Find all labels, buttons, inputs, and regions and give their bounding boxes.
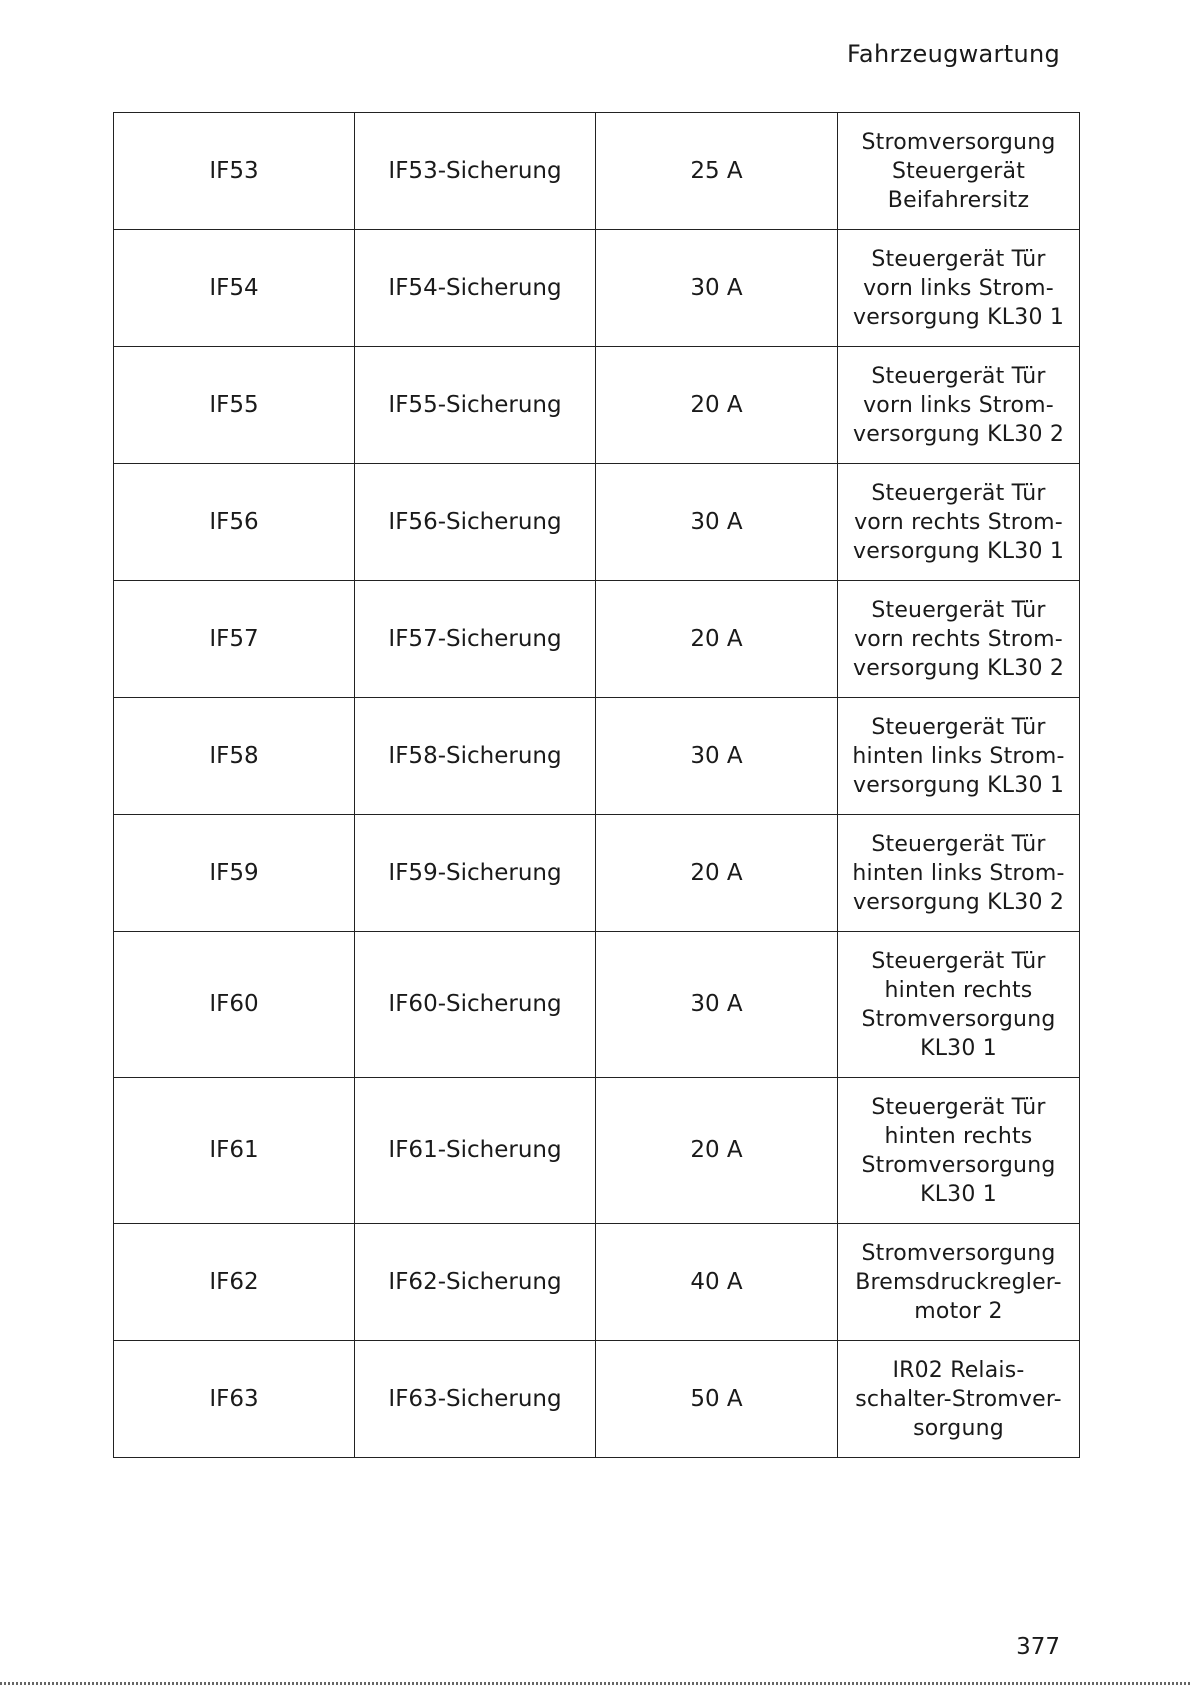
fuse-rating-cell: 20 A xyxy=(596,1078,838,1224)
fuse-description-line: Steuergerät Tür xyxy=(871,480,1046,506)
fuse-name-cell: IF54-Sicherung xyxy=(355,230,596,347)
fuse-id-cell: IF56 xyxy=(114,464,355,581)
fuse-id-cell: IF57 xyxy=(114,581,355,698)
fuse-id-cell: IF63 xyxy=(114,1341,355,1458)
fuse-description-line: Beifahrersitz xyxy=(887,187,1030,213)
fuse-description-line: IR02 Relais- xyxy=(892,1357,1025,1383)
page-number: 377 xyxy=(1016,1634,1060,1660)
fuse-description-line: Steuergerät Tür xyxy=(871,1094,1046,1120)
fuse-id-cell: IF59 xyxy=(114,815,355,932)
fuse-description-line: hinten links Strom- xyxy=(852,743,1065,769)
table-row xyxy=(114,113,1080,230)
fuse-id-cell: IF58 xyxy=(114,698,355,815)
fuse-table-body xyxy=(114,113,1080,1458)
fuse-id-cell: IF61 xyxy=(114,1078,355,1224)
fuse-rating-cell: 25 A xyxy=(596,113,838,230)
fuse-id-cell: IF55 xyxy=(114,347,355,464)
fuse-description-line: Steuergerät Tür xyxy=(871,246,1046,272)
fuse-description-cell xyxy=(838,347,1080,464)
fuse-description-line: Bremsdruckregler- xyxy=(855,1269,1062,1295)
fuse-rating-cell: 40 A xyxy=(596,1224,838,1341)
fuse-id-cell: IF62 xyxy=(114,1224,355,1341)
fuse-description-line: versorgung KL30 2 xyxy=(852,421,1065,447)
fuse-name-cell: IF63-Sicherung xyxy=(355,1341,596,1458)
fuse-description-line: vorn links Strom- xyxy=(863,275,1054,301)
fuse-description-line: schalter-Stromver- xyxy=(855,1386,1062,1412)
fuse-description-cell xyxy=(838,932,1080,1078)
table-row xyxy=(114,1341,1080,1458)
fuse-rating-cell: 30 A xyxy=(596,464,838,581)
fuse-id-cell: IF54 xyxy=(114,230,355,347)
fuse-description-line: versorgung KL30 1 xyxy=(852,538,1065,564)
fuse-description-line: Stromversorgung xyxy=(861,1152,1056,1178)
fuse-description-line: Stromversorgung xyxy=(861,1006,1056,1032)
fuse-name-cell: IF56-Sicherung xyxy=(355,464,596,581)
fuse-description-line: versorgung KL30 1 xyxy=(852,772,1065,798)
fuse-id-cell: IF53 xyxy=(114,113,355,230)
table-row xyxy=(114,347,1080,464)
section-title: Fahrzeugwartung xyxy=(847,40,1060,68)
fuse-table xyxy=(113,112,1080,1458)
fuse-description-line: vorn links Strom- xyxy=(863,392,1054,418)
fuse-name-cell: IF53-Sicherung xyxy=(355,113,596,230)
fuse-description-cell xyxy=(838,1078,1080,1224)
fuse-description-line: Steuergerät Tür xyxy=(871,948,1046,974)
fuse-rating-cell: 30 A xyxy=(596,932,838,1078)
fuse-rating-cell: 20 A xyxy=(596,347,838,464)
fuse-description-line: Steuergerät Tür xyxy=(871,363,1046,389)
fuse-description-cell xyxy=(838,230,1080,347)
fuse-description-line: KL30 1 xyxy=(920,1035,997,1061)
fuse-name-cell: IF60-Sicherung xyxy=(355,932,596,1078)
fuse-description-line: KL30 1 xyxy=(920,1181,997,1207)
fuse-description-cell xyxy=(838,1341,1080,1458)
fuse-description-line: Steuergerät Tür xyxy=(871,714,1046,740)
fuse-rating-cell: 20 A xyxy=(596,581,838,698)
fuse-description-line: Steuergerät Tür xyxy=(871,831,1046,857)
fuse-name-cell: IF55-Sicherung xyxy=(355,347,596,464)
fuse-rating-cell: 50 A xyxy=(596,1341,838,1458)
fuse-rating-cell: 20 A xyxy=(596,815,838,932)
table-row xyxy=(114,815,1080,932)
fuse-description-cell xyxy=(838,1224,1080,1341)
fuse-id-cell: IF60 xyxy=(114,932,355,1078)
table-row xyxy=(114,230,1080,347)
table-row xyxy=(114,581,1080,698)
fuse-description-cell xyxy=(838,698,1080,815)
table-row xyxy=(114,464,1080,581)
fuse-name-cell: IF59-Sicherung xyxy=(355,815,596,932)
fuse-description-line: hinten links Strom- xyxy=(852,860,1065,886)
fuse-description-line: hinten rechts xyxy=(884,977,1033,1003)
fuse-description-line: Steuergerät xyxy=(891,158,1026,184)
fuse-rating-cell: 30 A xyxy=(596,230,838,347)
fuse-description-line: Stromversorgung xyxy=(861,129,1056,155)
fuse-description-line: vorn rechts Strom- xyxy=(854,509,1063,535)
fuse-description-line: motor 2 xyxy=(914,1298,1003,1324)
table-row xyxy=(114,932,1080,1078)
table-row xyxy=(114,698,1080,815)
fuse-name-cell: IF58-Sicherung xyxy=(355,698,596,815)
fuse-name-cell: IF62-Sicherung xyxy=(355,1224,596,1341)
fuse-description-line: hinten rechts xyxy=(884,1123,1033,1149)
table-row xyxy=(114,1224,1080,1341)
fuse-description-line: Steuergerät Tür xyxy=(871,597,1046,623)
fuse-description-cell xyxy=(838,464,1080,581)
fuse-description-cell xyxy=(838,815,1080,932)
fuse-name-cell: IF57-Sicherung xyxy=(355,581,596,698)
fuse-description-line: vorn rechts Strom- xyxy=(854,626,1063,652)
fuse-rating-cell: 30 A xyxy=(596,698,838,815)
fuse-name-cell: IF61-Sicherung xyxy=(355,1078,596,1224)
fuse-description-line: versorgung KL30 2 xyxy=(852,655,1065,681)
fuse-description-line: sorgung xyxy=(913,1415,1004,1441)
fuse-description-line: Stromversorgung xyxy=(861,1240,1056,1266)
table-row xyxy=(114,1078,1080,1224)
fuse-description-line: versorgung KL30 1 xyxy=(852,304,1065,330)
fuse-description-cell xyxy=(838,113,1080,230)
fuse-description-line: versorgung KL30 2 xyxy=(852,889,1065,915)
fuse-description-cell xyxy=(838,581,1080,698)
